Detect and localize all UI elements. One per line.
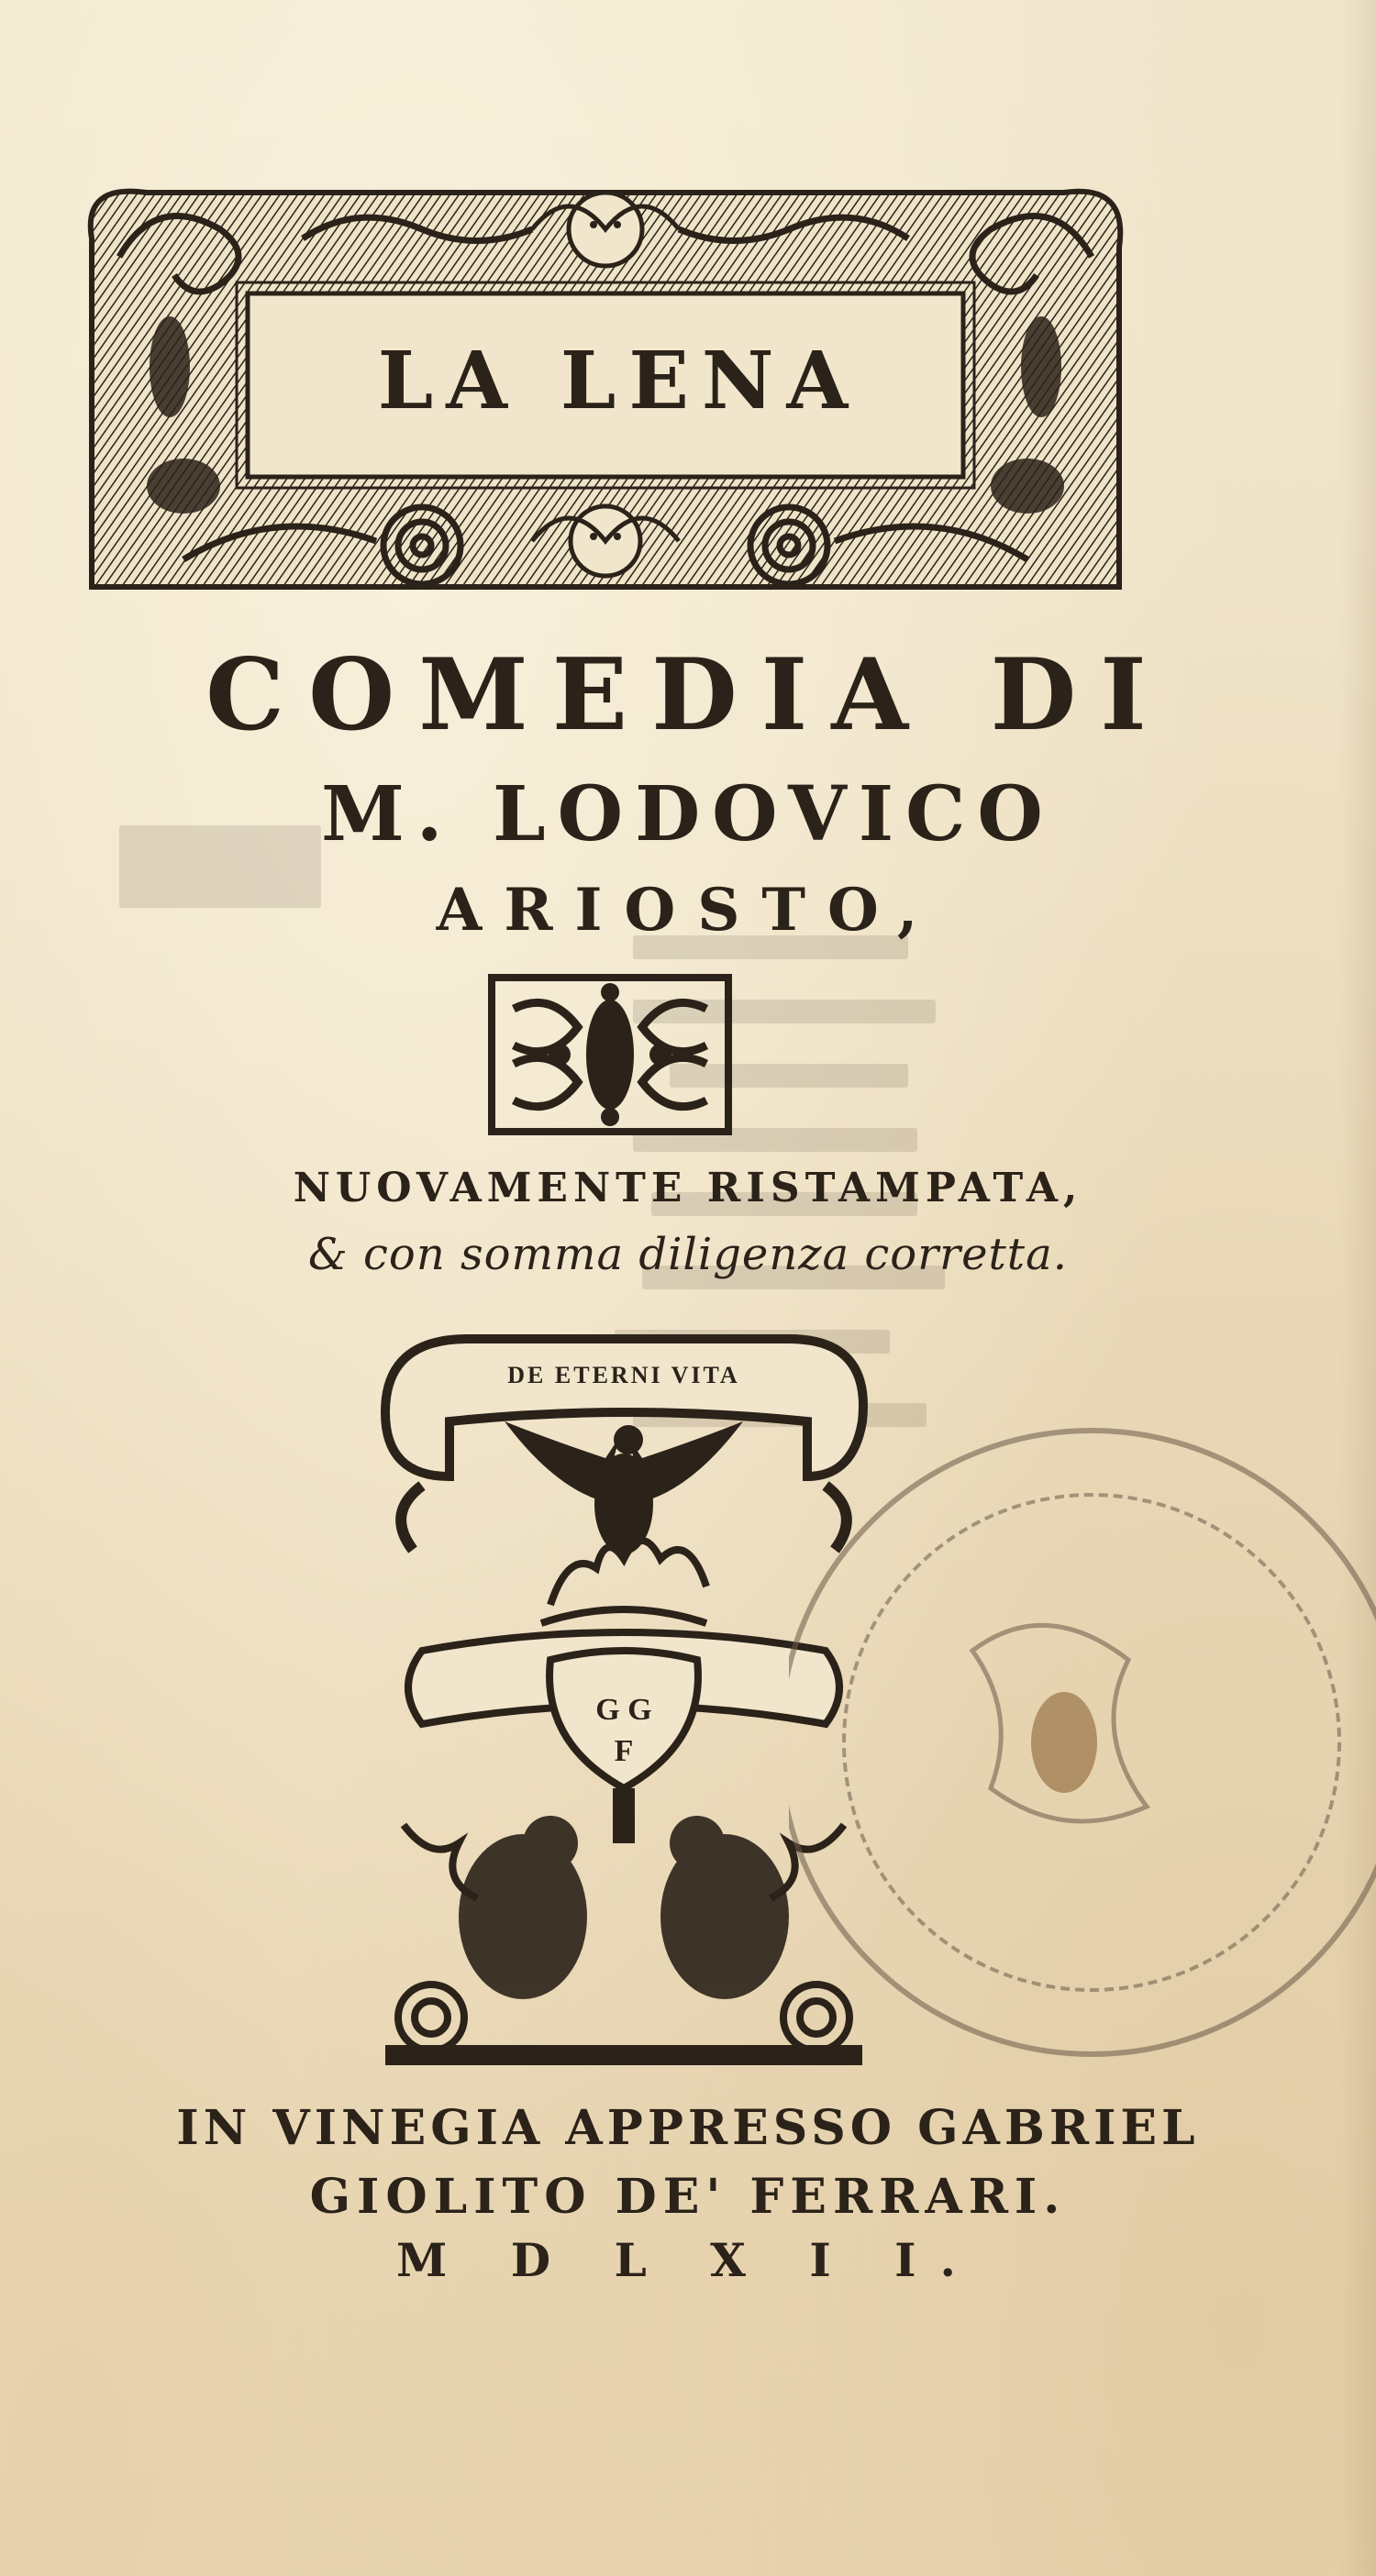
surname-line: ARIOSTO, [436,876,940,945]
fleuron-icon [486,972,734,1137]
imprint-place-line: IN VINEGIA APPRESSO GABRIEL [176,2100,1200,2156]
play-title: LA LENA [377,335,861,427]
correction-line: & con somma diligenza corretta. [308,1229,1068,1280]
imprint-printer-line: GIOLITO DE' FERRARI. [309,2169,1067,2225]
author-line: M. LODOVICO [321,770,1055,858]
monogram-top: G G [595,1693,652,1727]
title-cartouche [64,156,1147,614]
imprint-year-line: M D L X I I. [396,2233,980,2287]
banner-motto: DE ETERNI VITA [507,1362,740,1388]
genre-line: COMEDIA DI [205,637,1171,753]
monogram-bottom: F [614,1734,634,1768]
library-stamp-icon [789,1394,1376,2091]
edition-line: NUOVAMENTE RISTAMPATA, [293,1165,1083,1211]
